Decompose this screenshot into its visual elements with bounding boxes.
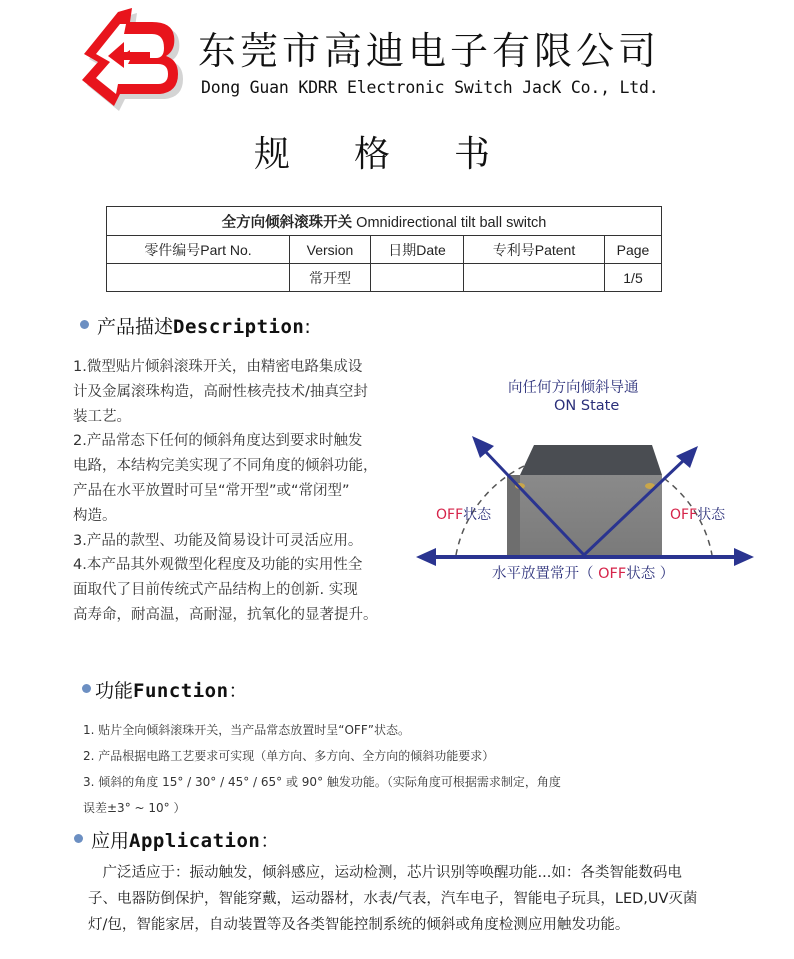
value-page: 1/5	[605, 264, 662, 292]
function-body	[83, 717, 683, 821]
description-line: 高寿命，耐高温，高耐湿，抗氧化的显著提升。	[73, 606, 378, 623]
document-title-char: 格	[354, 134, 391, 175]
header-part-no: 零件编号Part No.	[107, 236, 290, 264]
function-heading-cn: 功能	[95, 680, 134, 702]
application-heading-en: Application	[129, 830, 261, 852]
function-line: 1. 贴片全向倾斜滚珠开关，当产品常态放置时呈“OFF”状态。	[83, 723, 410, 737]
description-line: 面取代了目前传统式产品结构上的创新. 实现	[73, 582, 358, 599]
horizontal-off-label	[492, 562, 674, 583]
description-heading-cn: 产品描述	[97, 316, 174, 338]
off-text: OFF	[436, 507, 464, 523]
product-title-cell	[107, 207, 662, 236]
heading-colon: :	[304, 316, 311, 338]
on-state-label-en: ON State	[554, 398, 620, 414]
spec-table	[106, 206, 662, 292]
kdrr-logo-icon	[74, 2, 184, 114]
value-patent	[464, 264, 605, 292]
value-date	[371, 264, 464, 292]
tilt-state-diagram	[412, 370, 758, 590]
description-line: 3.产品的款型、功能及简易设计可灵活应用。	[73, 532, 363, 549]
application-body	[88, 860, 698, 938]
description-body	[73, 355, 413, 628]
application-heading-cn: 应用	[91, 830, 130, 852]
off-text: OFF	[598, 566, 627, 582]
product-title-cn: 全方向倾斜滚珠开关	[221, 214, 353, 231]
description-line: 1.微型贴片倾斜滚珠开关，由精密电路集成设	[73, 359, 363, 375]
state-text: 状态	[463, 507, 492, 523]
state-text: 状态	[697, 507, 726, 523]
value-part-no	[107, 264, 290, 292]
function-line: 误差±3° ~ 10° ）	[83, 801, 186, 815]
off-text: OFF	[670, 507, 698, 523]
bullet-icon	[80, 320, 89, 329]
document-title-char: 规	[254, 134, 291, 175]
spec-table-title-row	[107, 207, 662, 236]
bullet-icon	[74, 834, 83, 843]
company-logo	[74, 2, 184, 114]
value-version: 常开型	[290, 264, 371, 292]
description-line: 计及金属滚珠构造，高耐性核壳技术/抽真空封	[73, 383, 368, 400]
description-line: 电路，本结构完美实现了不同角度的倾斜功能，	[73, 458, 378, 475]
header-page: Page	[605, 236, 662, 264]
application-heading	[74, 826, 279, 853]
product-title-en: Omnidirectional tilt ball switch	[356, 214, 547, 231]
heading-colon: ：	[260, 830, 280, 852]
company-name-cn: 东莞市高迪电子有限公司	[198, 29, 661, 73]
spec-table-header-row	[107, 236, 662, 264]
description-line: 构造。	[73, 507, 117, 524]
on-state-label-cn: 向任何方向倾斜导通	[508, 380, 639, 396]
left-off-state-label	[436, 504, 491, 524]
description-line: 装工艺。	[73, 408, 131, 425]
application-text: 广泛适应于：振动触发，倾斜感应，运动检测，芯片识别等唤醒功能...如：各类智能数码电子、电器防倒保护，智能穿戴，运动器材，水表/气表，汽车电子，智能电子玩具，LED,UV灭菌灯/包，智能家居，自动装置等及各类智能控制系统的倾斜或角度检测应用触发功能。	[88, 865, 698, 933]
description-heading	[80, 312, 311, 339]
function-heading-en: Function	[133, 680, 229, 702]
description-line: 2.产品常态下任何的倾斜角度达到要求时触发	[73, 433, 363, 450]
document-title-char: 书	[454, 134, 491, 175]
document-title	[254, 126, 490, 177]
header-version: Version	[290, 236, 371, 264]
state-text: 状态 ）	[626, 566, 675, 582]
function-heading	[82, 676, 248, 703]
description-line: 4.本产品其外观微型化程度及功能的实用性全	[73, 557, 363, 574]
description-heading-en: Description	[173, 316, 305, 338]
spec-table-value-row	[107, 264, 662, 292]
header-date: 日期Date	[371, 236, 464, 264]
bullet-icon	[82, 684, 91, 693]
heading-colon: ：	[228, 680, 248, 702]
function-line: 3. 倾斜的角度 15° / 30° / 45° / 65° 或 90° 触发功能。（实际角度可根据需求制定，角度	[83, 775, 561, 789]
company-name-en: Dong Guan KDRR Electronic Switch JacK Co., Ltd.	[201, 78, 659, 97]
horizontal-text: 水平放置常开（	[492, 566, 599, 582]
description-line: 产品在水平放置时可呈“常开型”或“常闭型”	[73, 482, 350, 499]
function-line: 2. 产品根据电路工艺要求可实现（单方向、多方向、全方向的倾斜功能要求）	[83, 749, 495, 763]
right-off-state-label	[670, 504, 725, 524]
header-patent: 专利号Patent	[464, 236, 605, 264]
